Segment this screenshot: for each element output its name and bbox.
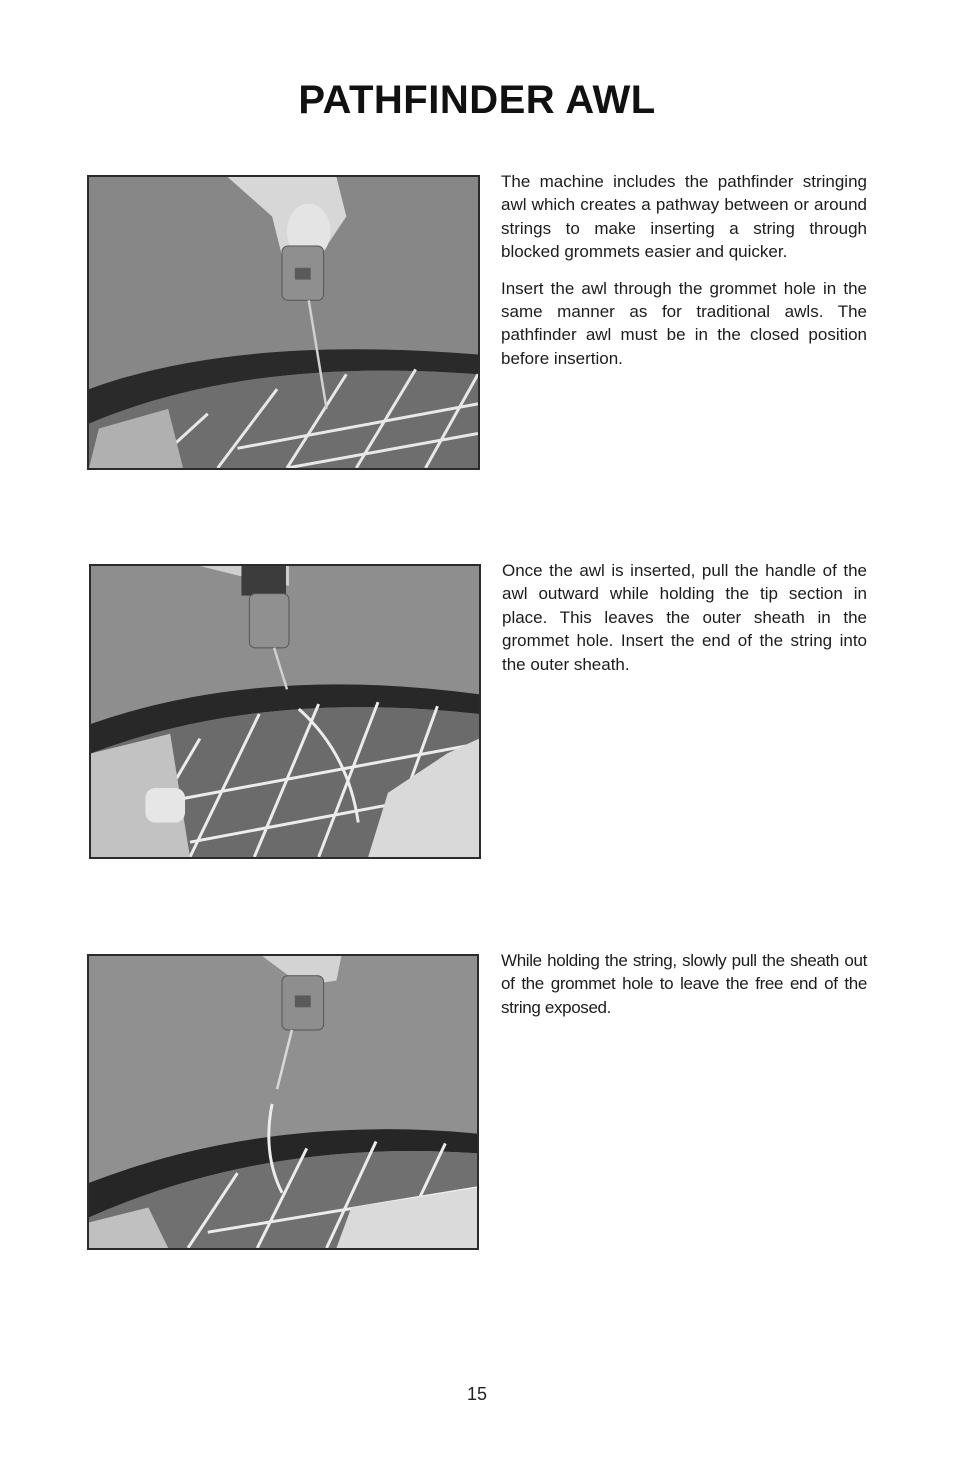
section-1-paragraph-1: The machine includes the pathfinder stringing awl which creates a pathway between or around strings to make inserting a string through blocked grommets easier and quicker. xyxy=(501,172,867,262)
section-3-text xyxy=(501,949,867,1032)
section-2-text xyxy=(502,559,867,689)
photo-awl-handle-pulled xyxy=(89,564,481,859)
page-title: PATHFINDER AWL xyxy=(298,78,656,122)
section-3-paragraph-1: While holding the string, slowly pull the sheath out of the grommet hole to leave the free end of the string exposed. xyxy=(501,951,867,1017)
page-number: 15 xyxy=(466,1384,488,1404)
section-1-text xyxy=(501,170,867,383)
section-2-paragraph-1: Once the awl is inserted, pull the handle of the awl outward while holding the tip section in place. This leaves the outer sheath in the grommet hole. Insert the end of the string into the outer sheath. xyxy=(502,561,867,674)
photo-sheath-removed xyxy=(87,954,479,1250)
section-1-paragraph-2: Insert the awl through the grommet hole in the same manner as for traditional awls. The pathfinder awl must be in the closed position before insertion. xyxy=(501,278,867,368)
photo-awl-insertion xyxy=(87,175,480,470)
